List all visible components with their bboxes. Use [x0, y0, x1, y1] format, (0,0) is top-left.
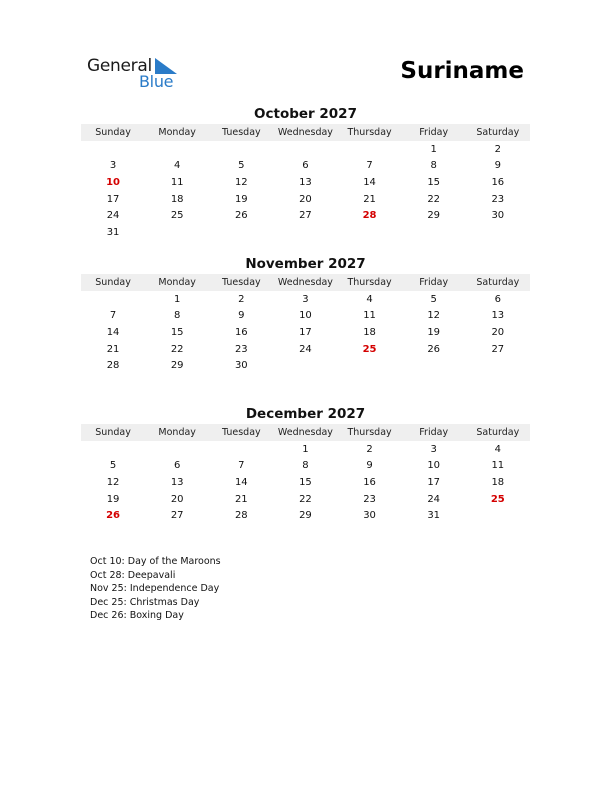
weekday-header: [81, 424, 530, 441]
day-cell: 7: [366, 160, 373, 172]
brand-general-text: General: [87, 56, 152, 76]
day-cell: 29: [299, 510, 312, 522]
day-cell: 17: [427, 476, 441, 488]
holiday-item: Dec 26: Boxing Day: [90, 610, 184, 622]
day-cell: 7: [238, 460, 245, 472]
day-cell: 10: [427, 460, 441, 472]
day-cell: 6: [174, 460, 181, 472]
day-cell: 8: [430, 160, 437, 172]
weekday-label: Friday: [419, 277, 449, 288]
brand-blue-text: Blue: [139, 72, 174, 91]
weekday-label: Sunday: [95, 277, 131, 288]
weekday-label: Monday: [158, 127, 196, 138]
weekday-label: Friday: [419, 127, 449, 138]
holiday-item: Nov 25: Independence Day: [90, 583, 220, 595]
day-cell: 28: [362, 210, 377, 222]
day-cell: 4: [366, 293, 373, 305]
day-cell: 10: [106, 176, 121, 188]
day-cell: 1: [302, 443, 309, 455]
week-row: [81, 491, 530, 508]
day-cell: 12: [234, 176, 248, 188]
weekday-label: Tuesday: [221, 127, 261, 138]
day-cell: 22: [299, 493, 312, 505]
day-cell: 2: [494, 143, 501, 155]
day-cell: 25: [170, 210, 184, 222]
day-cell: 28: [234, 510, 248, 522]
weekday-label: Wednesday: [277, 427, 333, 438]
holiday-item: Oct 28: Deepavali: [90, 569, 176, 581]
day-cell: 26: [106, 510, 121, 522]
weekday-label: Wednesday: [277, 127, 333, 138]
day-cell: 13: [170, 476, 184, 488]
day-cell: 2: [238, 293, 245, 305]
day-cell: 25: [490, 493, 505, 505]
day-cell: 25: [362, 343, 377, 355]
day-cell: 18: [363, 326, 376, 338]
weekday-label: Thursday: [347, 277, 392, 288]
day-cell: 19: [234, 193, 248, 205]
week-row: [81, 341, 530, 358]
weekday-label: Monday: [158, 427, 196, 438]
day-cell: 31: [427, 510, 441, 522]
holiday-list: [90, 555, 221, 623]
week-row: [81, 474, 530, 491]
day-cell: 12: [427, 310, 441, 322]
weekday-label: Friday: [419, 427, 449, 438]
weekday-label: Sunday: [95, 427, 131, 438]
day-cell: 24: [106, 210, 120, 222]
day-cell: 26: [427, 343, 441, 355]
day-cell: 20: [491, 326, 505, 338]
day-cell: 14: [363, 176, 376, 188]
week-row: [81, 507, 530, 524]
country-title: Suriname: [400, 58, 524, 84]
brand-logo: [87, 56, 187, 92]
month-title: October 2027: [254, 106, 357, 122]
day-cell: 27: [491, 343, 505, 355]
day-cell: 7: [109, 310, 117, 322]
week-row: [81, 324, 530, 341]
week-row: [81, 207, 530, 224]
month-title: December 2027: [245, 406, 366, 422]
day-cell: 17: [299, 326, 312, 338]
day-cell: 26: [234, 210, 248, 222]
week-row: [81, 291, 530, 308]
day-cell: 19: [106, 493, 120, 505]
weekday-label: Thursday: [347, 127, 392, 138]
weekday-header: [81, 274, 530, 291]
day-cell: 23: [234, 343, 248, 355]
day-cell: 24: [427, 493, 441, 505]
month-grid: [81, 141, 530, 241]
day-cell: 16: [363, 476, 376, 488]
day-cell: 27: [170, 510, 184, 522]
day-cell: 10: [299, 310, 312, 322]
weekday-label: Tuesday: [221, 427, 261, 438]
day-cell: 12: [106, 476, 120, 488]
month-october: [81, 106, 530, 241]
day-cell: 15: [427, 176, 441, 188]
day-cell: 11: [170, 176, 184, 188]
month-title: November 2027: [245, 256, 366, 272]
week-row: [81, 441, 530, 458]
weekday-label: Saturday: [476, 427, 520, 438]
day-cell: 17: [106, 193, 120, 205]
day-cell: 27: [299, 210, 312, 222]
day-cell: 23: [491, 193, 505, 205]
day-cell: 5: [109, 460, 117, 472]
day-cell: 15: [299, 476, 312, 488]
day-cell: 9: [366, 460, 373, 472]
weekday-label: Wednesday: [277, 277, 333, 288]
day-cell: 15: [170, 326, 184, 338]
day-cell: 22: [427, 193, 441, 205]
day-cell: 24: [299, 343, 312, 355]
week-row: [81, 224, 530, 241]
day-cell: 30: [491, 210, 505, 222]
day-cell: 31: [106, 226, 120, 238]
day-cell: 16: [234, 326, 248, 338]
day-cell: 28: [106, 360, 120, 372]
month-grid: [81, 291, 530, 374]
day-cell: 4: [174, 160, 181, 172]
day-cell: 19: [427, 326, 441, 338]
weekday-header: [81, 124, 530, 141]
day-cell: 11: [491, 460, 505, 472]
day-cell: 20: [299, 193, 312, 205]
day-cell: 21: [106, 343, 120, 355]
week-row: [81, 174, 530, 191]
day-cell: 1: [430, 143, 437, 155]
day-cell: 21: [363, 193, 376, 205]
weekday-label: Tuesday: [221, 277, 261, 288]
day-cell: 29: [427, 210, 441, 222]
week-row: [81, 141, 530, 158]
day-cell: 23: [363, 493, 376, 505]
month-november: [81, 256, 530, 374]
day-cell: 22: [170, 343, 184, 355]
day-cell: 18: [170, 193, 184, 205]
week-row: [81, 158, 530, 175]
day-cell: 11: [363, 310, 376, 322]
day-cell: 13: [299, 176, 312, 188]
day-cell: 8: [174, 310, 181, 322]
day-cell: 14: [234, 476, 248, 488]
weekday-label: Thursday: [347, 427, 392, 438]
weekday-label: Saturday: [476, 277, 520, 288]
holiday-item: Dec 25: Christmas Day: [90, 596, 200, 608]
week-row: [81, 191, 530, 208]
day-cell: 13: [491, 310, 505, 322]
day-cell: 3: [302, 293, 309, 305]
holiday-item: Oct 10: Day of the Maroons: [90, 556, 221, 567]
day-cell: 16: [491, 176, 505, 188]
day-cell: 30: [363, 510, 376, 522]
week-row: [81, 458, 530, 475]
day-cell: 14: [106, 326, 120, 338]
day-cell: 30: [234, 360, 248, 372]
week-row: [81, 308, 530, 325]
day-cell: 18: [491, 476, 505, 488]
day-cell: 9: [238, 310, 245, 322]
month-grid: [81, 441, 530, 524]
weekday-label: Sunday: [95, 127, 131, 138]
day-cell: 4: [494, 443, 501, 455]
day-cell: 6: [302, 160, 309, 172]
day-cell: 1: [174, 293, 181, 305]
weekday-label: Saturday: [476, 127, 520, 138]
day-cell: 2: [366, 443, 373, 455]
day-cell: 6: [494, 293, 501, 305]
month-december: [81, 406, 530, 524]
day-cell: 20: [170, 493, 184, 505]
day-cell: 29: [170, 360, 184, 372]
day-cell: 5: [430, 293, 437, 305]
day-cell: 3: [430, 443, 437, 455]
day-cell: 9: [494, 160, 501, 172]
day-cell: 8: [302, 460, 309, 472]
week-row: [81, 357, 530, 374]
day-cell: 21: [234, 493, 248, 505]
day-cell: 5: [238, 160, 245, 172]
day-cell: 3: [109, 160, 117, 172]
weekday-label: Monday: [158, 277, 196, 288]
